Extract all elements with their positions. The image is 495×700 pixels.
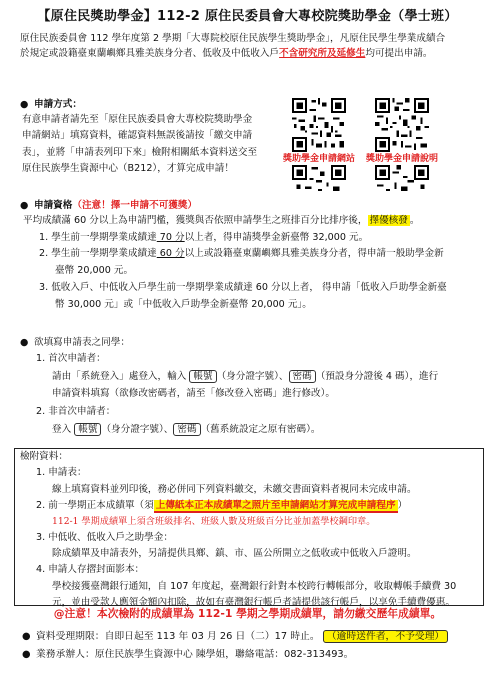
item-text: 臺幣 20,000 元。 [55,265,134,277]
item-number: 1. [39,231,49,243]
merit-highlight: 擇優核發 [369,214,408,226]
item-text: 學生前一學期學業成績達 [51,231,157,243]
intro-text: 於規定或設籍臺東蘭嶼鄉具雅美族身分者、低收及中低收入戶 [20,47,280,59]
fill-heading-text: 欲填寫申請表之同學： [34,337,130,348]
first-time-heading: 1. 首次申請者： [36,352,106,364]
qualification-heading-text: 申請資格 [34,200,73,211]
qualification-item [23,246,485,263]
bullet-icon: ● [20,99,29,110]
item-number: 2. [39,248,49,260]
qr-code-icon[interactable] [375,98,429,152]
doc-item-heading: 1. 申請表： [36,467,87,479]
method-heading-text: 申請方式： [34,99,82,110]
first-time-text-2: （身分證字號）、 [216,370,289,382]
first-time-line-2: 申請資料填寫（欲修改密碼者，請至「修改登入密碼」進行修改）。 [52,388,336,400]
page-title: 【原住民獎助學金】112-2 原住民委員會大專校院獎助學金（學士班） [37,9,458,24]
first-time-text-3: （預設身分證後 4 碼），進行 [315,370,439,382]
method-line: 有意申請者請先至「原住民族委員會大專校院獎助學金 [22,113,253,125]
fill-form-section [20,336,485,439]
bullet-icon: ● [22,648,31,660]
returning-text-3: （舊系統設定之原有密碼）。 [200,423,321,435]
doc-item-heading: 4. 申請人存摺封面影本： [36,564,145,576]
threshold-text: 平均成績滿 60 分以上為申請門檻，獲獎與否依照申請學生之班排百分比排序後， [23,214,368,226]
returning-text: 登入 [52,423,72,435]
required-documents [20,449,478,611]
fill-heading [20,336,485,350]
qualification-section [20,199,485,314]
returning-line [20,421,485,439]
deadline-line [22,628,487,646]
intro-line-2 [20,47,482,62]
account-label: 帳號 [189,370,216,383]
transcript-heading-end: ） [397,499,408,511]
doc-item-text: 元，並由受款人應領金額內扣除，故如有臺灣銀行帳戶者請提供該行帳戶，以享免手續費優惠。 [52,597,455,609]
intro-paragraph [20,32,482,62]
transcript-requirement-note: 112-1 學期成績單上須含班級排名、班級人數及班級百分比並加蓋學校鋼印章。 [52,516,376,528]
fill-body [20,350,485,439]
returning-text-2: （身分證字號）、 [101,423,174,435]
documents-heading: 檢附資料： [20,451,68,462]
method-section [20,98,310,177]
doc-item-heading [20,498,478,514]
method-body [20,112,310,177]
item-text-end: 以上者，得申請獎學金新臺幣 32,000 元。 [184,231,369,243]
method-line: 原住民族學生資源中心（B212），才算完成申請！ [22,162,234,174]
item-text: 低收入戶、中低收入戶學生前一學期學業成績達 60 分以上者， 得申請「低收入戶助學金新臺 [51,282,447,294]
method-heading [20,98,310,112]
qualification-body [20,213,485,314]
qualification-heading [20,199,485,213]
item-text: 學生前一學期學業成績達 [51,248,157,260]
qualification-item-cont [23,297,485,314]
item-score: 60 分 [156,248,185,260]
method-line: 表」，並將「申請表列印下來」檢附相關紙本資料送交至 [22,146,258,158]
contact-text: 業務承辦人：原住民族學生資源中心 陳學姐，聯絡電話：082-313493。 [36,648,354,660]
item-text-end: 以上或設籍臺東蘭嶼鄉具雅美族身分者，得申請一般助學金新 [184,248,444,260]
bullet-icon: ● [22,631,31,642]
contact-line [22,646,487,664]
intro-red-note: 不含研究所及延修生 [279,47,366,59]
item-number: 3. [39,282,49,294]
bullet-icon: ● [20,200,29,211]
transcript-heading-text: 2. 前一學期正本成績單（須 [36,499,154,511]
qualification-item-cont [23,263,485,280]
qr-code-icon[interactable] [292,98,346,152]
intro-text-end: 均可提出申請。 [365,47,433,59]
qr-code-icon[interactable] [292,165,346,199]
doc-item-text: 學校接獲臺灣銀行通知，自 107 年度起，臺灣銀行針對本校跨行轉帳部分，收取轉帳手續費 30 [52,580,457,592]
intro-line-1: 原住民族委員會 112 學年度第 2 學期「大專院校原住民族學生獎助學金」，凡原住民學生學業成績合 [20,33,446,44]
item-text: 幣 30,000 元」或「中低收入戶助學金新臺幣 20,000 元」。 [55,298,312,310]
account-label: 帳號 [74,423,101,436]
returning-heading: 2. 非首次申請者： [36,406,116,418]
password-label: 密碼 [289,370,316,383]
first-time-text: 請由「系統登入」處登入，輸入 [52,370,187,382]
qr-label-application-site: 獎助學金申請網站 [282,154,355,164]
doc-item-heading: 3. 中低收、低收入戶之助學金： [36,531,173,543]
doc-item-text: 線上填寫資料並列印後，務必併同下列資料繳交，未繳交書面資料者視同未完成申請。 [52,483,417,495]
qualification-threshold [23,213,485,230]
qualification-item [23,230,485,247]
upload-requirement: 上傳紙本正本成績單之照片至申請網站才算完成申請程序 [155,499,396,511]
qualification-item [23,280,485,297]
item-score: 70 分 [156,231,185,243]
first-time-line-1 [20,368,485,386]
transcript-notice: @注意！本次檢附的成績單為 112-1 學期之學期成績單，請勿繳交歷年成績單。 [53,607,442,620]
qualification-warning: （注意！擇一申請不可獲獎） [72,200,198,211]
qr-label-instructions: 獎助學金申請說明 [365,154,438,164]
qr-code-icon[interactable] [375,165,429,199]
password-label: 密碼 [173,423,200,436]
late-submission-note: （逾時送件者，不予受理） [323,630,449,643]
doc-item-text: 除成績單及申請表外，另請提供具鄉、鎮、市、區公所開立之低收或中低收入戶證明。 [52,548,417,560]
footer-info [22,628,487,663]
deadline-text: 資料受理期限：自即日起至 113 年 03 月 26 日（二）17 時止。 [36,631,320,642]
method-line: 申請網站」填寫資料，確認資料無誤後請按「繳交申請 [22,130,253,142]
threshold-end: 。 [409,214,420,226]
bullet-icon: ● [20,337,29,348]
